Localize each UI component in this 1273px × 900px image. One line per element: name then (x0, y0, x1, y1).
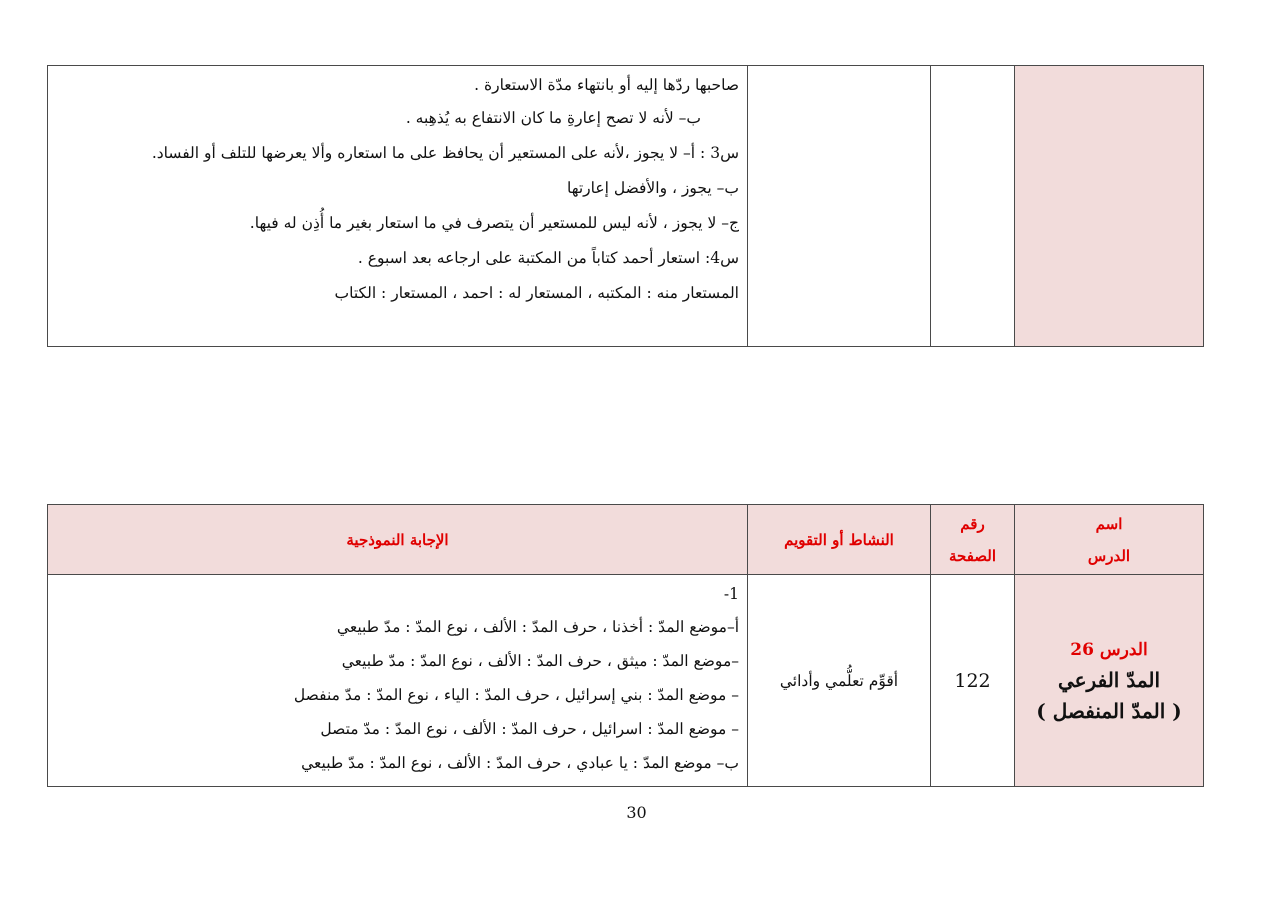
header-lesson-name: اسم الدرس (1015, 505, 1204, 575)
continuation-table (47, 65, 1204, 347)
activity-text: أقوِّم تعلُّمي وأدائي (779, 671, 899, 690)
answer-line: صاحبها ردّها إليه أو بانتهاء مدّة الاستعارة . (474, 76, 739, 94)
answer-line: ب– لأنه لا تصح إعارةِ ما كان الانتفاع به يُذهِبه . (405, 109, 701, 127)
activity-cell-empty (748, 66, 931, 347)
lesson-title: المدّ الفرعي (1057, 667, 1161, 692)
header-page-number: رقم الصفحة (931, 505, 1015, 575)
answer-line: ب– يجوز ، والأفضل إعارتها (566, 179, 739, 197)
answer-line: س4: استعار أحمد كتاباً من المكتبة على ارجاعه بعد اسبوع . (357, 249, 739, 267)
answer-line: ج– لا يجوز ، لأنه ليس للمستعير أن يتصرف في ما استعار بغير ما أُذِن له فيها. (249, 214, 739, 232)
table-row (48, 575, 1204, 787)
answer-line: – موضع المدّ : اسرائيل ، حرف المدّ : الألف ، نوع المدّ : مدّ متصل (320, 720, 739, 738)
page-value: 122 (954, 669, 991, 692)
page-cell (931, 575, 1015, 787)
page-number: 30 (626, 803, 647, 822)
answer-line: –موضع المدّ : ميثق ، حرف المدّ : الألف ، نوع المدّ : مدّ طبيعي (341, 652, 739, 670)
lesson-name-cell (1015, 575, 1204, 787)
header-model-answer: الإجابة النموذجية (48, 505, 748, 575)
header-activity: النشاط أو التقويم (748, 505, 931, 575)
answer-line: – موضع المدّ : بني إسرائيل ، حرف المدّ : الياء ، نوع المدّ : مدّ منفصل (293, 686, 739, 704)
page-cell-empty (931, 66, 1015, 347)
table-header-row (48, 505, 1204, 575)
answer-line: المستعار منه : المكتبه ، المستعار له : احمد ، المستعار : الكتاب (334, 284, 739, 302)
model-answer-cell (48, 575, 748, 787)
lesson-table (47, 504, 1204, 787)
lesson-number: الدرس 26 (1070, 639, 1148, 660)
activity-cell (748, 575, 931, 787)
lesson-name-cell-empty (1015, 66, 1204, 347)
answer-line: ب– موضع المدّ : يا عبادي ، حرف المدّ : الألف ، نوع المدّ : مدّ طبيعي (301, 754, 739, 772)
answer-line: أ–موضع المدّ : أخذنا ، حرف المدّ : الألف ، نوع المدّ : مدّ طبيعي (336, 618, 739, 636)
model-answer-cell (48, 66, 748, 347)
answer-line: س3 : أ– لا يجوز ،لأنه على المستعير أن يحافظ على ما استعاره وألا يعرضها للتلف أو الفساد. (151, 144, 739, 162)
answer-line: 1- (723, 585, 739, 603)
lesson-subtitle: ( المدّ المنفصل ) (1036, 698, 1182, 723)
